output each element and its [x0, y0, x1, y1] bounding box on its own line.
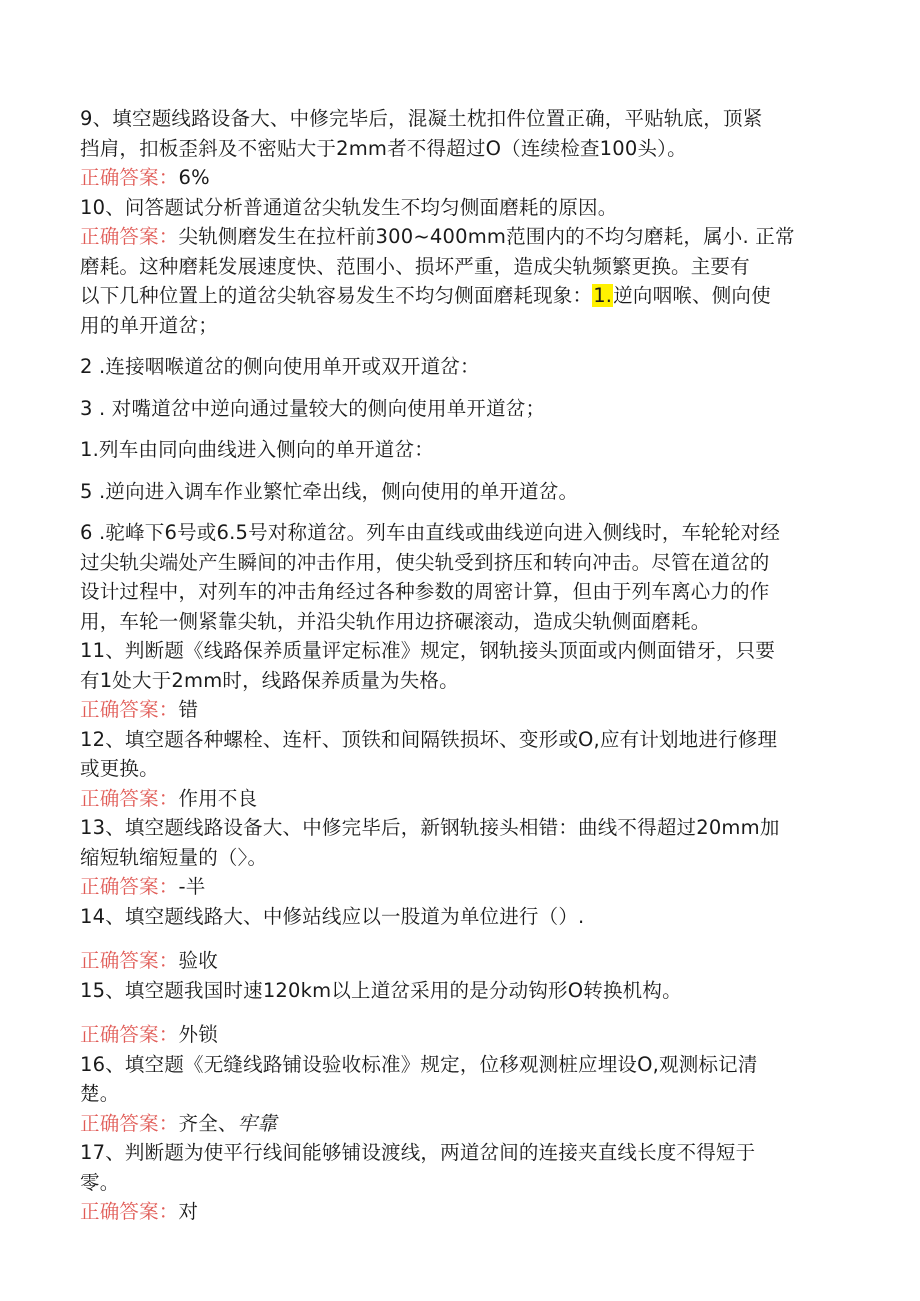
- q10-item-3: 3 . 对嘴道岔中逆向通过量较大的侧向使用单开道岔；: [80, 396, 546, 420]
- q10-answer-line-1: [80, 222, 840, 252]
- answer-label: 正确答案：: [80, 875, 179, 898]
- answer-value: 验收: [178, 949, 218, 972]
- answer-label: 正确答案：: [80, 698, 179, 721]
- q9-line-2: 挡肩，扣板歪斜及不密贴大于2mm者不得超过O（连续检查100头）。: [80, 136, 687, 160]
- q10-answer-line-4: 用的单开道岔；: [80, 313, 218, 337]
- q10-item-4: 1.列车由同向曲线进入侧向的单开道岔：: [80, 438, 434, 461]
- q10-line4-pre: 以下几种位置上的道岔尖轨容易发生不均匀侧面磨耗现象：: [80, 284, 593, 307]
- q11-line-2: 有1处大于2mm时，线路保养质量为失格。: [80, 668, 459, 692]
- q10-line-1: 10、问答题试分析普通道岔尖轨发生不均匀侧面磨耗的原因。: [80, 195, 618, 219]
- q10-answer-line-3: [80, 281, 840, 311]
- answer-value: 对: [178, 1200, 199, 1223]
- answer-value-italic: 牢靠: [237, 1111, 278, 1135]
- q13-line-2: 缩短轨缩短量的（〉。: [80, 845, 268, 869]
- q12-line-2: 或更换。: [80, 757, 159, 780]
- answer-value: 尖轨侧磨发生在拉杆前300~400mm范围内的不均匀磨耗，属小. 正常: [178, 225, 795, 248]
- q17-line-1: 17、判断题为使平行线间能够铺设渡线，两道岔间的连接夹直线长度不得短于: [80, 1141, 756, 1164]
- q14-answer: [80, 946, 840, 976]
- q10-line4-post: 逆向咽喉、侧向使: [613, 284, 771, 307]
- answer-label: 正确答案：: [80, 949, 179, 972]
- answer-label: 正确答案：: [80, 1111, 179, 1135]
- q10-answer-line-2: 磨耗。这种磨耗发展速度快、范围小、损坏严重，造成尖轨频繁更换。主要有: [80, 254, 750, 278]
- q13-answer: [80, 872, 840, 902]
- q11-line-1: 11、判断题《线路保养质量评定标准》规定，钢轨接头顶面或内侧面错牙，只要: [80, 639, 776, 662]
- q9-line-1: 9、填空题线路设备大、中修完毕后，混凝土枕扣件位置正确，平贴轨底，顶紧: [80, 107, 763, 130]
- answer-label: 正确答案：: [80, 1200, 179, 1223]
- highlight-mark: 1.: [593, 284, 613, 307]
- q10-item-6-line-3: 设计过程中，对列车的冲击角经过各种参数的周密计算，但由于列车离心力的作: [80, 580, 770, 603]
- answer-value: 作用不良: [178, 786, 258, 810]
- answer-label: 正确答案：: [80, 786, 179, 810]
- q16-line-2: 楚。: [80, 1082, 120, 1105]
- q10-item-2: 2 .连接咽喉道岔的侧向使用单开或双开道岔：: [80, 355, 480, 378]
- q9-answer: [80, 163, 840, 193]
- q11-answer: [80, 695, 840, 725]
- q15-line-1: 15、填空题我国时速120km以上道岔采用的是分动钩形O转换机构。: [80, 978, 682, 1002]
- answer-value: 6%: [178, 166, 210, 189]
- answer-label: 正确答案：: [80, 225, 179, 248]
- q10-item-5: 5 .逆向进入调车作业繁忙牵出线，侧向使用的单开道岔。: [80, 479, 579, 503]
- q13-line-1: 13、填空题线路设备大、中修完毕后，新钢轨接头相错：曲线不得超过20mm加: [80, 816, 780, 839]
- answer-value: 错: [178, 698, 199, 721]
- answer-label: 正确答案：: [80, 166, 179, 189]
- answer-value: 齐全、: [178, 1111, 238, 1135]
- q12-answer: [80, 784, 840, 814]
- q14-line-1: 14、填空题线路大、中修站线应以一股道为单位进行（）.: [80, 904, 585, 928]
- answer-value: -半: [178, 875, 206, 898]
- q17-answer: [80, 1197, 840, 1227]
- q16-answer: [80, 1109, 840, 1139]
- q10-item-6-line-1: 6 .驼峰下6号或6.5号对称道岔。列车由直线或曲线逆向进入侧线时，车轮轮对经: [80, 521, 781, 544]
- q16-line-1: 16、填空题《无缝线路铺设验收标准》规定，位移观测桩应埋设O,观测标记清: [80, 1052, 758, 1076]
- q17-line-2: 零。: [80, 1170, 120, 1194]
- answer-value: 外锁: [178, 1023, 218, 1046]
- q10-item-6-line-4: 用，车轮一侧紧靠尖轨，并沿尖轨作用边挤碾滚动，造成尖轨侧面磨耗。: [80, 609, 711, 633]
- q10-item-6-line-2: 过尖轨尖端处产生瞬间的冲击作用，使尖轨受到挤压和转向冲击。尽管在道岔的: [80, 550, 770, 574]
- q15-answer: [80, 1020, 840, 1050]
- q12-line-1: 12、填空题各种螺栓、连杆、顶铁和间隔铁损坏、变形或O,应有计划地进行修理: [80, 727, 778, 751]
- answer-label: 正确答案：: [80, 1023, 179, 1046]
